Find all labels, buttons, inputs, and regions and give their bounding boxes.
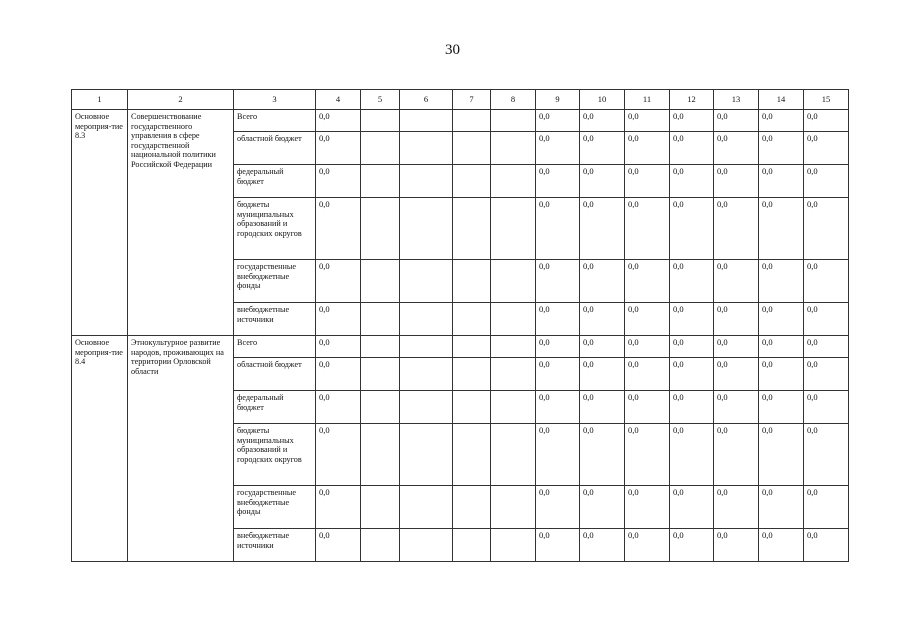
value-cell: 0,0	[714, 486, 759, 529]
value-cell: 0,0	[759, 165, 804, 198]
value-cell	[361, 486, 400, 529]
value-cell: 0,0	[536, 132, 580, 165]
value-cell: 0,0	[536, 391, 580, 424]
value-cell: 0,0	[804, 529, 849, 562]
value-cell: 0,0	[580, 260, 625, 303]
value-cell: 0,0	[759, 132, 804, 165]
value-cell	[491, 336, 536, 358]
value-cell: 0,0	[759, 260, 804, 303]
value-cell: 0,0	[536, 110, 580, 132]
value-cell: 0,0	[670, 132, 714, 165]
value-cell	[400, 529, 453, 562]
header-cell: 13	[714, 90, 759, 110]
value-cell	[491, 260, 536, 303]
value-cell: 0,0	[804, 424, 849, 486]
value-cell	[400, 336, 453, 358]
value-cell: 0,0	[759, 486, 804, 529]
value-cell	[400, 132, 453, 165]
measure-cell: Основное мероприя-тие 8.4	[72, 336, 128, 562]
value-cell: 0,0	[804, 336, 849, 358]
header-row	[72, 90, 849, 110]
value-cell	[453, 132, 491, 165]
value-cell	[491, 132, 536, 165]
value-cell: 0,0	[714, 165, 759, 198]
value-cell: 0,0	[804, 132, 849, 165]
value-cell	[361, 260, 400, 303]
funding-source-cell: государственные внебюджетные фонды	[234, 260, 316, 303]
value-cell: 0,0	[804, 358, 849, 391]
value-cell	[400, 424, 453, 486]
value-cell: 0,0	[316, 358, 361, 391]
funding-source-cell: федеральный бюджет	[234, 165, 316, 198]
value-cell	[400, 198, 453, 260]
header-cell: 5	[361, 90, 400, 110]
value-cell: 0,0	[580, 358, 625, 391]
value-cell	[491, 391, 536, 424]
value-cell	[361, 529, 400, 562]
value-cell	[453, 424, 491, 486]
value-cell: 0,0	[536, 358, 580, 391]
value-cell: 0,0	[536, 198, 580, 260]
funding-source-cell: бюджеты муниципальных образований и городских округов	[234, 424, 316, 486]
header-cell: 6	[400, 90, 453, 110]
value-cell: 0,0	[580, 132, 625, 165]
value-cell	[453, 165, 491, 198]
value-cell: 0,0	[580, 391, 625, 424]
value-cell: 0,0	[625, 303, 670, 336]
value-cell	[400, 486, 453, 529]
value-cell: 0,0	[714, 198, 759, 260]
value-cell: 0,0	[670, 336, 714, 358]
funding-source-cell: Всего	[234, 110, 316, 132]
value-cell: 0,0	[580, 336, 625, 358]
value-cell	[453, 260, 491, 303]
value-cell: 0,0	[714, 303, 759, 336]
header-cell: 12	[670, 90, 714, 110]
header-cell: 14	[759, 90, 804, 110]
value-cell: 0,0	[536, 424, 580, 486]
value-cell: 0,0	[625, 336, 670, 358]
value-cell: 0,0	[670, 165, 714, 198]
value-cell	[491, 529, 536, 562]
value-cell: 0,0	[714, 424, 759, 486]
value-cell: 0,0	[316, 165, 361, 198]
value-cell: 0,0	[536, 260, 580, 303]
value-cell: 0,0	[804, 165, 849, 198]
value-cell: 0,0	[625, 391, 670, 424]
value-cell: 0,0	[580, 529, 625, 562]
funding-source-cell: Всего	[234, 336, 316, 358]
value-cell	[361, 198, 400, 260]
value-cell	[361, 358, 400, 391]
value-cell: 0,0	[625, 486, 670, 529]
header-cell: 7	[453, 90, 491, 110]
value-cell: 0,0	[714, 260, 759, 303]
value-cell: 0,0	[580, 198, 625, 260]
value-cell: 0,0	[670, 198, 714, 260]
funding-source-cell: государственные внебюджетные фонды	[234, 486, 316, 529]
value-cell	[361, 424, 400, 486]
value-cell: 0,0	[670, 529, 714, 562]
measure-title-cell: Совершенствование государственного управления в сфере государственной национальной политики Российской Федерации	[128, 110, 234, 336]
value-cell: 0,0	[670, 391, 714, 424]
value-cell: 0,0	[625, 165, 670, 198]
funding-source-cell: внебюджетные источники	[234, 529, 316, 562]
value-cell	[453, 529, 491, 562]
funding-source-cell: областной бюджет	[234, 132, 316, 165]
value-cell: 0,0	[714, 391, 759, 424]
page-number: 30	[445, 42, 460, 58]
header-cell: 1	[72, 90, 128, 110]
value-cell	[453, 198, 491, 260]
value-cell: 0,0	[670, 260, 714, 303]
value-cell: 0,0	[580, 165, 625, 198]
value-cell	[453, 336, 491, 358]
measure-title-cell: Этнокультурное развитие народов, проживающих на территории Орловской области	[128, 336, 234, 562]
value-cell: 0,0	[316, 132, 361, 165]
value-cell: 0,0	[536, 336, 580, 358]
value-cell: 0,0	[670, 486, 714, 529]
table-row	[72, 110, 849, 132]
value-cell: 0,0	[714, 132, 759, 165]
value-cell	[491, 424, 536, 486]
value-cell	[400, 110, 453, 132]
value-cell	[361, 165, 400, 198]
value-cell: 0,0	[714, 110, 759, 132]
value-cell	[400, 165, 453, 198]
value-cell: 0,0	[804, 391, 849, 424]
value-cell: 0,0	[670, 110, 714, 132]
value-cell: 0,0	[759, 110, 804, 132]
value-cell: 0,0	[316, 110, 361, 132]
value-cell: 0,0	[536, 529, 580, 562]
value-cell: 0,0	[316, 260, 361, 303]
value-cell	[400, 358, 453, 391]
value-cell	[453, 303, 491, 336]
value-cell: 0,0	[316, 336, 361, 358]
value-cell: 0,0	[759, 529, 804, 562]
header-cell: 9	[536, 90, 580, 110]
value-cell: 0,0	[316, 391, 361, 424]
value-cell	[361, 132, 400, 165]
value-cell: 0,0	[804, 260, 849, 303]
header-cell: 2	[128, 90, 234, 110]
value-cell: 0,0	[759, 198, 804, 260]
value-cell: 0,0	[625, 198, 670, 260]
value-cell	[400, 260, 453, 303]
value-cell	[491, 358, 536, 391]
value-cell: 0,0	[625, 260, 670, 303]
value-cell	[453, 486, 491, 529]
value-cell	[491, 110, 536, 132]
value-cell	[491, 303, 536, 336]
value-cell: 0,0	[536, 165, 580, 198]
value-cell: 0,0	[714, 358, 759, 391]
value-cell: 0,0	[316, 424, 361, 486]
value-cell	[491, 165, 536, 198]
value-cell: 0,0	[316, 486, 361, 529]
value-cell: 0,0	[759, 336, 804, 358]
table-body	[72, 90, 849, 562]
value-cell: 0,0	[804, 303, 849, 336]
value-cell: 0,0	[714, 529, 759, 562]
budget-table	[71, 89, 849, 562]
value-cell	[361, 336, 400, 358]
value-cell	[400, 391, 453, 424]
value-cell: 0,0	[804, 110, 849, 132]
funding-source-cell: внебюджетные источники	[234, 303, 316, 336]
funding-source-cell: федеральный бюджет	[234, 391, 316, 424]
value-cell: 0,0	[580, 110, 625, 132]
value-cell: 0,0	[625, 132, 670, 165]
value-cell: 0,0	[804, 486, 849, 529]
header-cell: 3	[234, 90, 316, 110]
value-cell: 0,0	[316, 529, 361, 562]
header-cell: 10	[580, 90, 625, 110]
value-cell	[361, 110, 400, 132]
value-cell	[453, 358, 491, 391]
funding-source-cell: областной бюджет	[234, 358, 316, 391]
value-cell: 0,0	[625, 529, 670, 562]
value-cell: 0,0	[625, 424, 670, 486]
value-cell	[361, 391, 400, 424]
value-cell: 0,0	[580, 424, 625, 486]
value-cell: 0,0	[759, 358, 804, 391]
value-cell: 0,0	[759, 303, 804, 336]
value-cell: 0,0	[625, 110, 670, 132]
value-cell: 0,0	[759, 391, 804, 424]
value-cell	[361, 303, 400, 336]
value-cell: 0,0	[804, 198, 849, 260]
value-cell: 0,0	[759, 424, 804, 486]
value-cell: 0,0	[536, 303, 580, 336]
value-cell: 0,0	[670, 358, 714, 391]
value-cell: 0,0	[580, 303, 625, 336]
header-cell: 15	[804, 90, 849, 110]
value-cell: 0,0	[625, 358, 670, 391]
value-cell	[400, 303, 453, 336]
header-cell: 4	[316, 90, 361, 110]
value-cell	[453, 110, 491, 132]
value-cell: 0,0	[714, 336, 759, 358]
value-cell: 0,0	[536, 486, 580, 529]
measure-cell: Основное мероприя-тие 8.3	[72, 110, 128, 336]
value-cell: 0,0	[580, 486, 625, 529]
value-cell: 0,0	[316, 303, 361, 336]
funding-source-cell: бюджеты муниципальных образований и городских округов	[234, 198, 316, 260]
header-cell: 8	[491, 90, 536, 110]
value-cell	[491, 486, 536, 529]
value-cell	[453, 391, 491, 424]
header-cell: 11	[625, 90, 670, 110]
value-cell: 0,0	[670, 424, 714, 486]
value-cell: 0,0	[670, 303, 714, 336]
table-row	[72, 336, 849, 358]
value-cell: 0,0	[316, 198, 361, 260]
value-cell	[491, 198, 536, 260]
